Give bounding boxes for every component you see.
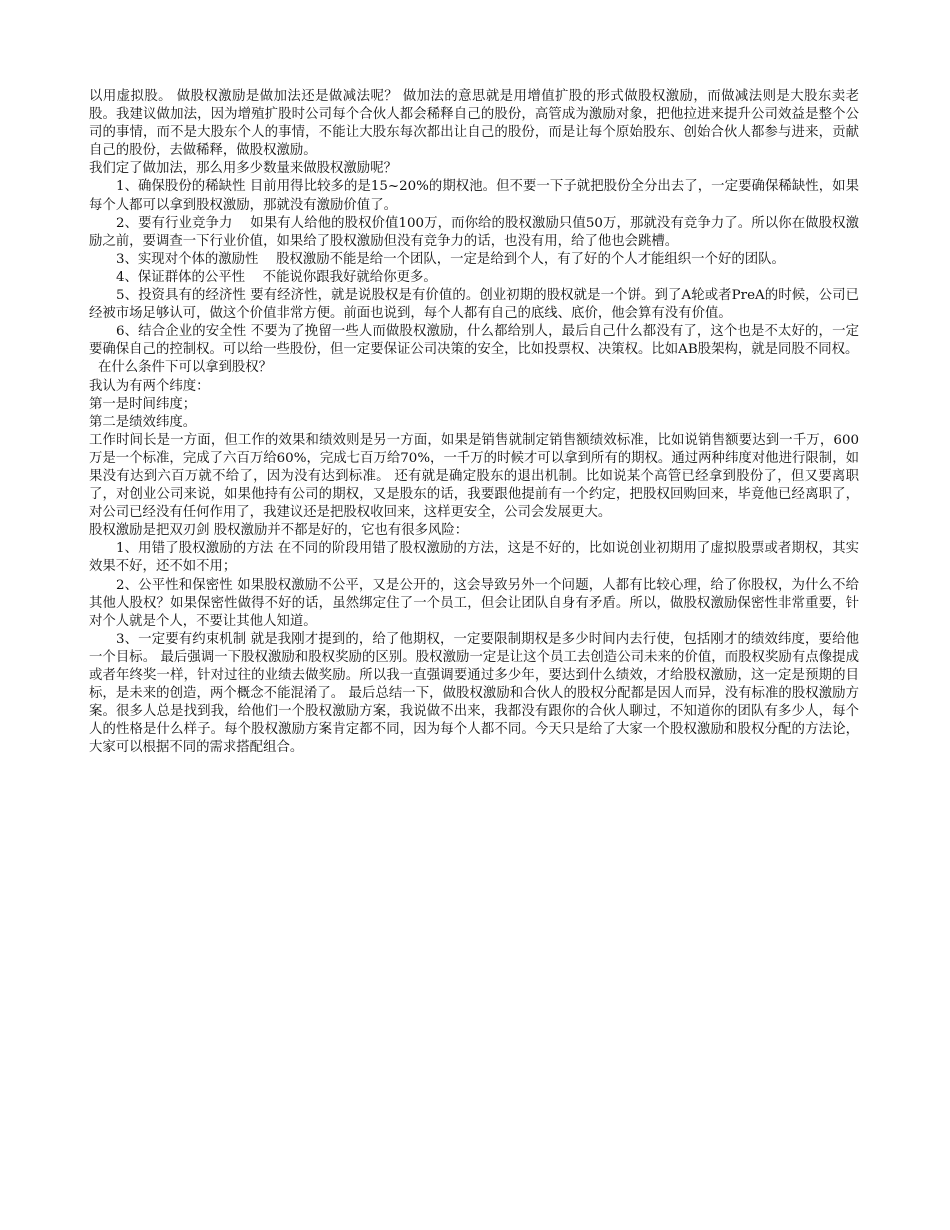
paragraph-performance-dimension: 第二是绩效纬度。 (89, 414, 197, 430)
paragraph-intro: 以用虚拟股。 做股权激励是做加法还是做减法呢？ 做加法的意思就是用增值扩股的形式做股权激励，而做减法则是大股东卖老股。我建议做加法，因为增殖扩股时公司每个合伙人都会稀释自己的股份，高管成为激励对象，把他拉进来提升公司效益是整个公司的事情，而不是大股东个人的事情，不能让大股东每次都出让自己的股份，而是让每个原始股东、创始合伙人都参与进来，贡献自己的股份，去做稀释，做股权激励。 (89, 89, 859, 159)
list-item-fairness-confidentiality: 2、公平性和保密性 如果股权激励不公平，又是公开的，这会导致另外一个问题，人都有比较心理，给了你股权，为什么不给其他人股权？如果保密性做得不好的话，虽然绑定住了一个员工，但会让团队自身有矛盾。所以，做股权激励保密性非常重要，针对个人就是个人，不要让其他人知道。 (89, 577, 859, 629)
paragraph-work-performance: 工作时间长是一方面，但工作的效果和绩效则是另一方面，如果是销售就制定销售额绩效标准，比如说销售额要达到一千万，600万是一个标准，完成了六百万给60%，完成七百万给70%，一千万的时候才可以拿到所有的期权。通过两种纬度对他进行限制，如果没有达到六百万就不给了，因为没有达到标准。 还有就是确定股东的退出机制。比如说某个高管已经拿到股份了，但又要离职了，对创业公司来说，如果他持有公司的期权，又是股东的话，我要跟他提前有一个约定，把股权回购回来，毕竟他已经离职了，对公司已经没有任何作用了，我建议还是把股权收回来，这样更安全，公司会发展更大。 (89, 432, 859, 521)
list-item-wrong-method: 1、用错了股权激励的方法 在不同的阶段用错了股权激励的方法，这是不好的，比如说创业初期用了虚拟股票或者期权，其实效果不好，还不如不用； (89, 541, 859, 575)
list-item-competitiveness: 2、要有行业竞争力 如果有人给他的股权价值100万，而你给的股权激励只值50万，那就没有竞争力了。所以你在做股权激励之前，要调查一下行业价值，如果给了股权激励但没有竞争力的话，也没有用，给了他也会跳槽。 (89, 215, 859, 249)
paragraph-double-edged-sword: 股权激励是把双刃剑 股权激励并不都是好的，它也有很多风险： (89, 523, 469, 539)
list-item-economics: 5、投资具有的经济性 要有经济性，就是说股权是有价值的。创业初期的股权就是一个饼。到了A轮或者PreA的时候，公司已经被市场足够认可，做这个价值非常方便。前面也说到，每个人都有自己的底线、底价，他会算有没有价值。 (89, 288, 859, 322)
list-item-fairness: 4、保证群体的公平性 不能说你跟我好就给你更多。 (116, 269, 437, 285)
list-item-individual-incentive: 3、实现对个体的激励性 股权激励不能是给一个团队，一定是给到个人，有了好的个人才能组织一个好的团队。 (116, 251, 785, 267)
document-body (89, 88, 859, 757)
paragraph-two-dimensions: 我认为有两个纬度： (89, 378, 210, 394)
list-item-security: 6、结合企业的安全性 不要为了挽留一些人而做股权激励，什么都给别人，最后自己什么都没有了，这个也是不太好的，一定要确保自己的控制权。可以给一些股份，但一定要保证公司决策的安全，比如投票权、决策权。比如AB股架构，就是同股不同权。 (89, 324, 859, 358)
paragraph-question-quantity: 我们定了做加法，那么用多少数量来做股权激励呢？ (89, 161, 397, 177)
paragraph-time-dimension: 第一是时间纬度； (89, 396, 197, 412)
list-item-scarcity: 1、确保股份的稀缺性 目前用得比较多的是15~20%的期权池。但不要一下子就把股份全分出去了，一定要确保稀缺性，如果每个人都可以拿到股权激励，那就没有激励价值了。 (89, 179, 859, 213)
paragraph-question-conditions: 在什么条件下可以拿到股权？ (98, 360, 273, 376)
list-item-constraint-mechanism: 3、一定要有约束机制 就是我刚才提到的，给了他期权，一定要限制期权是多少时间内去行使，包括刚才的绩效纬度，要给他一个目标。 最后强调一下股权激励和股权奖励的区别。股权激励一定是让这个员工去创造公司未来的价值，而股权奖励有点像提成或者年终奖一样，针对过往的业绩去做奖励。所以我一直强调要通过多少年，要达到什么绩效，才给股权激励，这一定是预期的目标，是未来的创造，两个概念不能混淆了。 最后总结一下，做股权激励和合伙人的股权分配都是因人而异，没有标准的股权激励方案。很多人总是找到我，给他们一个股权激励方案，我说做不出来，我都没有跟你的合伙人聊过，不知道你的团队有多少人，每个人的性格是什么样子。每个股权激励方案肯定都不同，因为每个人都不同。今天只是给了大家一个股权激励和股权分配的方法论，大家可以根据不同的需求搭配组合。 (89, 631, 859, 756)
